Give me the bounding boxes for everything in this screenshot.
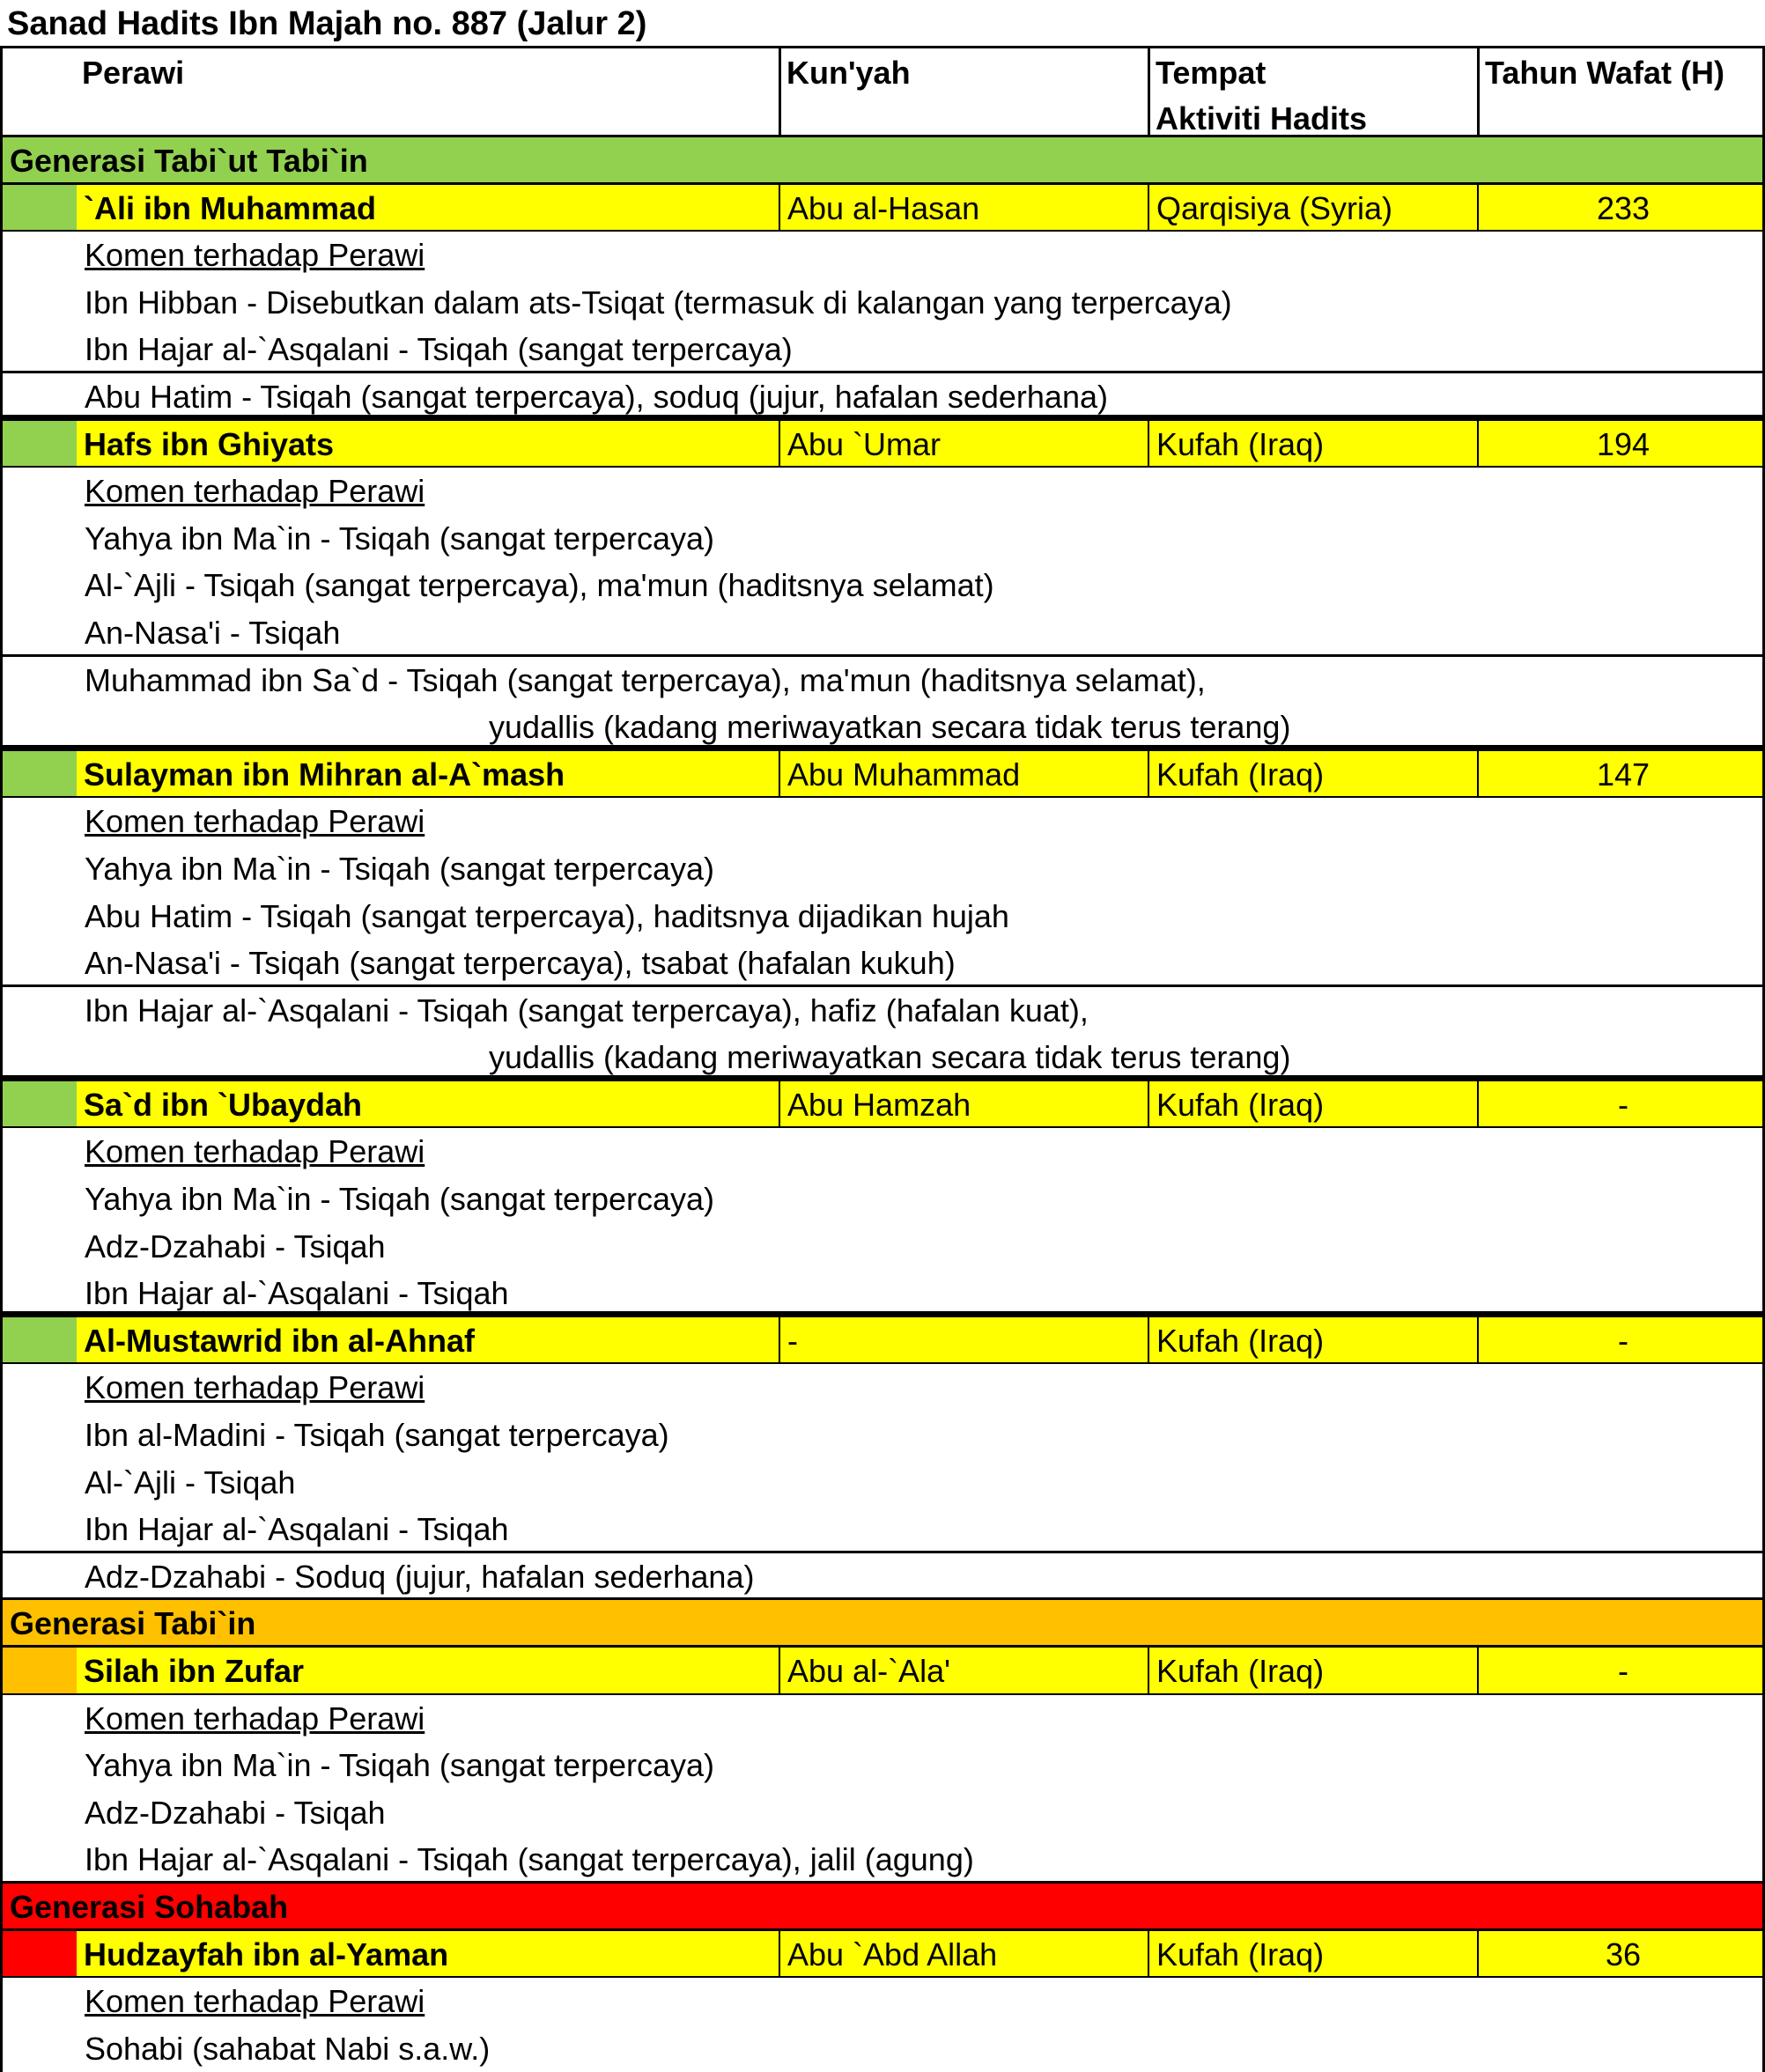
comment-line-extra: yudallis (kadang meriwayatkan secara tidak terus terang): [0, 1034, 1765, 1081]
narrator-death-year: -: [1477, 1081, 1765, 1127]
narrator-place: Kufah (Iraq): [1148, 751, 1477, 797]
comment-line: Sohabi (sahabat Nabi s.a.w.): [0, 2025, 1765, 2072]
comment-line: Adz-Dzahabi - Tsiqah: [0, 1223, 1765, 1271]
generation-row: Generasi Sohabah: [0, 1884, 1765, 1931]
generation-color-strip: [3, 751, 77, 797]
narrator-death-year: 194: [1477, 421, 1765, 467]
header-perawi: Perawi: [82, 55, 185, 91]
narrator-row: [0, 185, 1765, 232]
generation-row: Generasi Tabi`ut Tabi`in: [0, 137, 1765, 185]
comment-line: Ibn al-Madini - Tsiqah (sangat terpercaya): [0, 1412, 1765, 1459]
comment-line: Ibn Hibban - Disebutkan dalam ats-Tsiqat (termasuk di kalangan yang terpercaya): [0, 279, 1765, 327]
comment-line-extra: Ibn Hajar al-`Asqalani - Tsiqah (sangat terpercaya), hafiz (hafalan kuat),: [0, 987, 1765, 1035]
comment-line: Yahya ibn Ma`in - Tsiqah (sangat terpercaya): [0, 1742, 1765, 1789]
narrator-death-year: 233: [1477, 185, 1765, 231]
generation-color-strip: [3, 1648, 77, 1693]
comment-line: Ibn Hajar al-`Asqalani - Tsiqah (sangat terpercaya): [0, 326, 1765, 373]
comment-heading-text: Komen terhadap Perawi: [85, 1983, 425, 2020]
comment-line: Yahya ibn Ma`in - Tsiqah (sangat terpercaya): [0, 1176, 1765, 1223]
comment-heading: [0, 1364, 1765, 1412]
comment-line: Adz-Dzahabi - Tsiqah: [0, 1789, 1765, 1837]
comment-heading: [0, 1978, 1765, 2025]
narrator-death-year: -: [1477, 1317, 1765, 1363]
narrator-name: Hafs ibn Ghiyats: [84, 425, 335, 462]
comment-heading: [0, 798, 1765, 845]
comment-line-extra: Adz-Dzahabi - Soduq (jujur, hafalan sederhana): [0, 1553, 1765, 1601]
narrator-kunyah: -: [779, 1317, 1148, 1363]
comment-line: Ibn Hajar al-`Asqalani - Tsiqah: [0, 1270, 1765, 1317]
narrator-death-year: -: [1477, 1648, 1765, 1693]
comment-heading-text: Komen terhadap Perawi: [85, 473, 425, 510]
narrator-kunyah: Abu Hamzah: [779, 1081, 1148, 1127]
narrator-row: [0, 1317, 1765, 1365]
narrator-place: Kufah (Iraq): [1148, 1081, 1477, 1127]
narrator-place: Kufah (Iraq): [1148, 421, 1477, 467]
page-title: Sanad Hadits Ibn Majah no. 887 (Jalur 2): [7, 5, 647, 42]
comment-heading-text: Komen terhadap Perawi: [85, 803, 425, 840]
narrator-death-year: 36: [1477, 1931, 1765, 1977]
comment-line-extra: Abu Hatim - Tsiqah (sangat terpercaya), soduq (jujur, hafalan sederhana): [0, 373, 1765, 421]
comment-line-extra: yudallis (kadang meriwayatkan secara tidak terus terang): [0, 704, 1765, 751]
generation-color-strip: [3, 1081, 77, 1127]
table-body: [0, 137, 1765, 2072]
narrator-name: Silah ibn Zufar: [84, 1653, 305, 1689]
comment-line: Ibn Hajar al-`Asqalani - Tsiqah: [0, 1506, 1765, 1553]
comment-line: Abu Hatim - Tsiqah (sangat terpercaya), haditsnya dijadikan hujah: [0, 893, 1765, 940]
comment-heading-text: Komen terhadap Perawi: [85, 1369, 425, 1406]
narrator-kunyah: Abu al-Hasan: [779, 185, 1148, 231]
narrator-row: [0, 1648, 1765, 1695]
header-kunyah: Kun'yah: [779, 48, 1148, 135]
comment-line: Yahya ibn Ma`in - Tsiqah (sangat terpercaya): [0, 515, 1765, 563]
comment-heading: [0, 1128, 1765, 1176]
narrator-kunyah: Abu `Abd Allah: [779, 1931, 1148, 1977]
narrator-row: [0, 421, 1765, 468]
comment-line: Ibn Hajar al-`Asqalani - Tsiqah (sangat terpercaya), jalil (agung): [0, 1836, 1765, 1884]
comment-heading: [0, 468, 1765, 515]
comment-heading-text: Komen terhadap Perawi: [85, 237, 425, 274]
narrator-name: Sulayman ibn Mihran al-A`mash: [84, 756, 565, 793]
comment-heading-text: Komen terhadap Perawi: [85, 1700, 425, 1736]
narrator-name: Hudzayfah ibn al-Yaman: [84, 1936, 449, 1972]
generation-color-strip: [3, 185, 77, 231]
narrator-kunyah: Abu al-`Ala': [779, 1648, 1148, 1693]
narrator-place: Qarqisiya (Syria): [1148, 185, 1477, 231]
generation-color-strip: [3, 1931, 77, 1977]
narrator-row: [0, 751, 1765, 799]
comment-heading: [0, 232, 1765, 279]
header-tahun: Tahun Wafat (H): [1477, 48, 1765, 135]
comment-line-extra: Muhammad ibn Sa`d - Tsiqah (sangat terpercaya), ma'mun (haditsnya selamat),: [0, 657, 1765, 704]
comment-line: Al-`Ajli - Tsiqah (sangat terpercaya), ma'mun (haditsnya selamat): [0, 562, 1765, 609]
generation-row: Generasi Tabi`in: [0, 1600, 1765, 1648]
narrator-place: Kufah (Iraq): [1148, 1931, 1477, 1977]
narrator-name: Al-Mustawrid ibn al-Ahnaf: [84, 1322, 475, 1359]
narrator-place: Kufah (Iraq): [1148, 1648, 1477, 1693]
comment-line: Yahya ibn Ma`in - Tsiqah (sangat terpercaya): [0, 845, 1765, 893]
header-tempat: Tempat Aktiviti Hadits: [1148, 48, 1477, 135]
comment-line: An-Nasa'i - Tsiqah: [0, 609, 1765, 657]
narrator-kunyah: Abu Muhammad: [779, 751, 1148, 797]
narrator-name: Sa`d ibn `Ubaydah: [84, 1086, 363, 1123]
comment-line: An-Nasa'i - Tsiqah (sangat terpercaya), tsabat (hafalan kukuh): [0, 940, 1765, 987]
comment-heading-text: Komen terhadap Perawi: [85, 1133, 425, 1170]
narrator-row: [0, 1931, 1765, 1979]
comment-line: Al-`Ajli - Tsiqah: [0, 1459, 1765, 1507]
generation-color-strip: [3, 1317, 77, 1363]
narrator-name: `Ali ibn Muhammad: [84, 189, 376, 226]
narrator-death-year: 147: [1477, 751, 1765, 797]
generation-color-strip: [3, 421, 77, 467]
table-header: [0, 46, 1765, 137]
narrator-row: [0, 1081, 1765, 1129]
sanad-table: [0, 46, 1765, 2072]
comment-heading: [0, 1695, 1765, 1743]
narrator-place: Kufah (Iraq): [1148, 1317, 1477, 1363]
narrator-kunyah: Abu `Umar: [779, 421, 1148, 467]
